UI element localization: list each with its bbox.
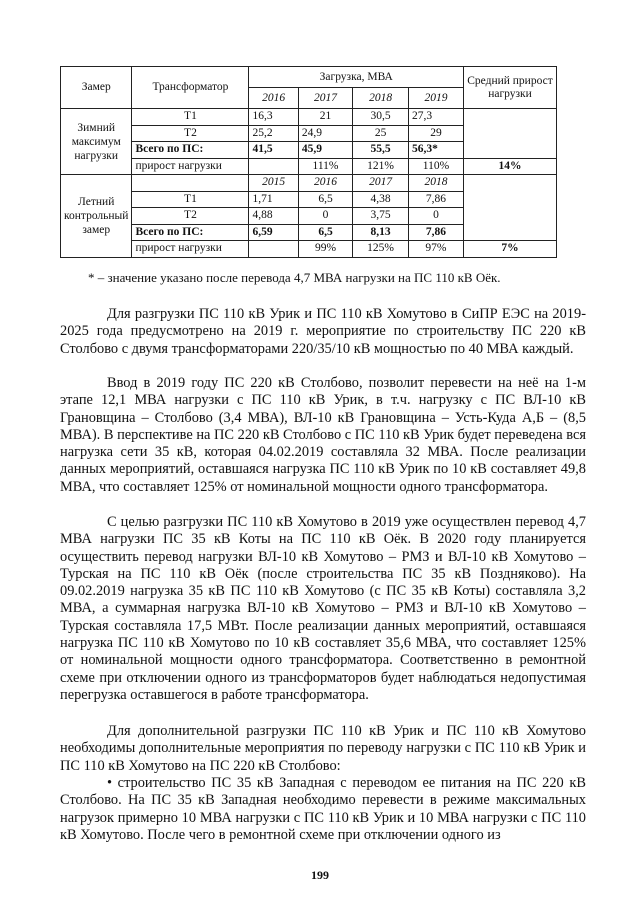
table-cell: 8,13 bbox=[353, 224, 409, 241]
table-cell: 99% bbox=[298, 241, 352, 258]
table-cell: 7,86 bbox=[408, 224, 463, 241]
year-cell: 2017 bbox=[298, 88, 352, 109]
paragraph-2: Ввод в 2019 году ПС 220 кВ Столбово, позволит перевести на неё на 1-м этапе 12,1 МВА нагрузки с ПС 110 кВ Урик, в т.ч. нагрузку с ПС ВЛ-10 кВ Грановщина – Столбово (3,4 МВА), ВЛ-10 кВ Грановщина – Усть-Куда А,Б – (8,5 МВА). В перспективе на ПС 220 кВ Столбово с ПС 110 кВ Урик будет переведена вся нагрузка сети 35 кВ, которая 04.02.2019 составляла 32 МВА. После реализации данных мероприятий, оставшаяся нагрузка ПС 110 кВ Урик по 10 кВ составляет 49,8 МВА, что составляет 125% от номинальной мощности одного трансформатора. bbox=[60, 375, 586, 495]
transformer-name: Т2 bbox=[132, 125, 249, 142]
winter-label: Зимний максимум нагрузки bbox=[61, 109, 132, 175]
table-cell: 45,9 bbox=[298, 142, 352, 159]
growth-label: прирост нагрузки bbox=[132, 158, 249, 175]
empty-cell bbox=[132, 175, 249, 192]
transformer-name: Т1 bbox=[132, 191, 249, 208]
year-cell: 2019 bbox=[408, 88, 463, 109]
table-cell: 56,3* bbox=[408, 142, 463, 159]
table-cell: 25 bbox=[353, 125, 409, 142]
empty-cell bbox=[464, 109, 557, 159]
paragraph-3: С целью разгрузки ПС 110 кВ Хомутово в 2019 уже осуществлен перевод 4,7 МВА нагрузки ПС 35 кВ Коты на ПС 110 кВ Оёк. В 2020 году планируется осуществить перевод нагрузки ВЛ-10 кВ Хомутово – РМЗ и ВЛ-10 кВ Хомутово – Турская на ПС 110 кВ Оёк (после строительства ПС 35 кВ Поздняково). На 09.02.2019 нагрузка 35 кВ ПС 110 кВ Хомутово (с ПС 35 кВ Коты) составляла 3,2 МВА, а суммарная нагрузка ВЛ-10 кВ Хомутово – РМЗ и ВЛ-10 кВ Хомутово – Турская составляла 17,5 МВт. После реализации данных мероприятий, оставшаяся нагрузка ПС 110 кВ Хомутово по 10 кВ составляет 35,6 МВА, что составляет 125% от номинальной мощности одного трансформатора. Соответственно в ремонтной схеме при отключении одного из трансформаторов будет наблюдаться недопустимая перегрузка оставшегося в работе трансформатора. bbox=[60, 514, 586, 703]
table-cell: 6,5 bbox=[298, 224, 352, 241]
total-label: Всего по ПС: bbox=[132, 224, 249, 241]
table-cell: 3,75 bbox=[353, 208, 409, 225]
summer-avg-growth: 7% bbox=[464, 241, 557, 258]
table-cell: 24,9 bbox=[298, 125, 352, 142]
page-number: 199 bbox=[311, 868, 329, 882]
table-cell: 97% bbox=[408, 241, 463, 258]
table-cell bbox=[249, 241, 298, 258]
table-cell: 7,86 bbox=[408, 191, 463, 208]
table-cell: 110% bbox=[408, 158, 463, 175]
table-cell: 6,59 bbox=[249, 224, 298, 241]
table-cell: 111% bbox=[298, 158, 352, 175]
table-cell: 16,3 bbox=[249, 109, 298, 126]
table-cell: 21 bbox=[298, 109, 352, 126]
year-cell: 2018 bbox=[353, 88, 409, 109]
paragraph-1: Для разгрузки ПС 110 кВ Урик и ПС 110 кВ Хомутово в СиПР ЕЭС на 2019-2025 года предусмотрено на 2019 г. мероприятие по строительству ПС 220 кВ Столбово с двумя трансформаторами 220/35/10 кВ мощностью по 40 МВА каждый. bbox=[60, 306, 586, 357]
table-cell: 30,5 bbox=[353, 109, 409, 126]
table-footnote: * – значение указано после перевода 4,7 МВА нагрузки на ПС 110 кВ Оёк. bbox=[88, 270, 501, 285]
year-cell: 2016 bbox=[298, 175, 352, 192]
table-cell: 6,5 bbox=[298, 191, 352, 208]
paragraph-4: Для дополнительной разгрузки ПС 110 кВ Урик и ПС 110 кВ Хомутово необходимы дополнительные мероприятия по переводу нагрузки с ПС 110 кВ Урик и ПС 110 кВ Хомутово на ПС 220 кВ Столбово: bbox=[60, 723, 586, 774]
total-label: Всего по ПС: bbox=[132, 142, 249, 159]
header-zamer: Замер bbox=[61, 67, 132, 109]
paragraph-5: • строительство ПС 35 кВ Западная с переводом ее питания на ПС 220 кВ Столбово. На ПС 35 кВ Западная необходимо перевести в режиме максимальных нагрузок примерно 10 МВА нагрузки с ПС 110 кВ Урик и 10 МВА нагрузки с ПС 110 кВ Хомутово. После чего в ремонтной схеме при отключении одного из bbox=[60, 775, 586, 843]
winter-avg-growth: 14% bbox=[464, 158, 557, 175]
transformer-name: Т1 bbox=[132, 109, 249, 126]
table-cell: 4,38 bbox=[353, 191, 409, 208]
empty-cell bbox=[464, 175, 557, 241]
header-load: Загрузка, МВА bbox=[249, 67, 464, 88]
growth-label: прирост нагрузки bbox=[132, 241, 249, 258]
load-table bbox=[60, 66, 557, 258]
table-cell: 29 bbox=[408, 125, 463, 142]
table-cell: 4,88 bbox=[249, 208, 298, 225]
table-cell: 25,2 bbox=[249, 125, 298, 142]
summer-label: Летний контрольный замер bbox=[61, 175, 132, 258]
year-cell: 2015 bbox=[249, 175, 298, 192]
table-cell: 41,5 bbox=[249, 142, 298, 159]
table-cell: 0 bbox=[298, 208, 352, 225]
table-cell: 1,71 bbox=[249, 191, 298, 208]
table-cell: 121% bbox=[353, 158, 409, 175]
year-cell: 2016 bbox=[249, 88, 298, 109]
header-growth: Средний прирост нагрузки bbox=[464, 67, 557, 109]
table-cell: 27,3 bbox=[408, 109, 463, 126]
header-transformer: Трансформатор bbox=[132, 67, 249, 109]
table-cell: 55,5 bbox=[353, 142, 409, 159]
transformer-name: Т2 bbox=[132, 208, 249, 225]
table-cell: 0 bbox=[408, 208, 463, 225]
table-cell bbox=[249, 158, 298, 175]
year-cell: 2018 bbox=[408, 175, 463, 192]
year-cell: 2017 bbox=[353, 175, 409, 192]
table-cell: 125% bbox=[353, 241, 409, 258]
